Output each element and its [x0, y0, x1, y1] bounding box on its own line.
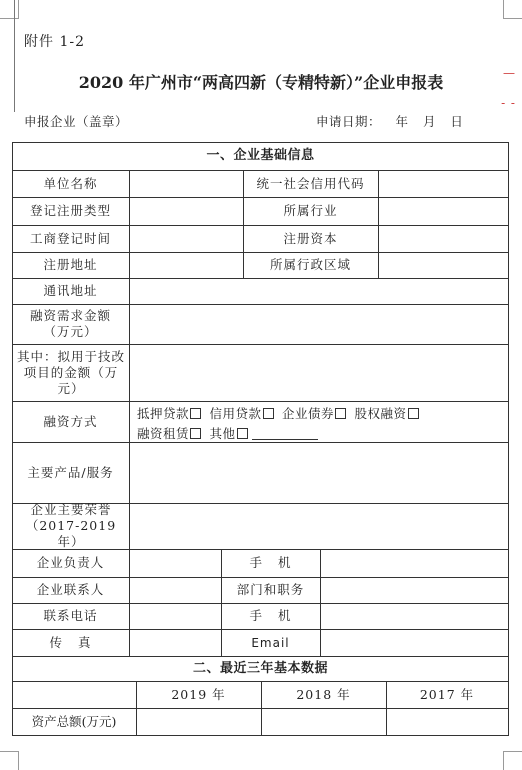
input-admin-region[interactable]	[378, 252, 508, 278]
label-tech-project-amount: 其中：拟用于技改项目的金额（万元）	[17, 348, 126, 396]
input-dept-position[interactable]	[320, 577, 508, 603]
document-title: 2020 年广州市“两高四新（专精特新）”企业申报表	[78, 73, 444, 92]
label-reg-type: 登记注册类型	[29, 203, 111, 218]
application-date: 申请日期： 年 月 日	[316, 114, 464, 129]
input-other-financing[interactable]	[252, 427, 318, 440]
label-admin-region: 所属行政区域	[269, 257, 351, 272]
label-mobile: 手 机	[249, 555, 292, 570]
input-mobile-2[interactable]	[320, 603, 508, 629]
input-contact[interactable]	[129, 577, 221, 603]
label-financing-need: 融资需求金额（万元）	[29, 308, 111, 339]
label-financing-method: 融资方式	[43, 413, 98, 429]
financing-options-row-2	[137, 424, 318, 442]
margin-marker: - -	[501, 96, 516, 110]
label-mail-address: 通讯地址	[43, 283, 98, 298]
label-credit-code: 统一社会信用代码	[256, 175, 365, 191]
input-tech-project-amount[interactable]	[129, 344, 508, 401]
label-reg-capital: 注册资本	[283, 230, 338, 246]
year-header-2019: 2019 年	[171, 686, 226, 702]
attachment-label: 附件 1-2	[24, 34, 85, 50]
input-biz-reg-time[interactable]	[129, 225, 243, 252]
label-phone: 联系电话	[43, 608, 98, 623]
input-honors[interactable]	[129, 503, 508, 549]
option-corporate-bond[interactable]: 企业债券	[282, 406, 350, 421]
year-header-2017: 2017 年	[419, 686, 475, 702]
label-biz-reg-time: 工商登记时间	[29, 230, 111, 246]
input-industry[interactable]	[378, 197, 508, 225]
input-unit-name[interactable]	[129, 170, 243, 197]
label-reg-address: 注册地址	[43, 257, 98, 272]
checkbox-icon[interactable]	[408, 408, 419, 419]
option-equity-financing[interactable]: 股权融资	[355, 406, 423, 421]
label-contact: 企业联系人	[36, 582, 105, 597]
year-header-2018: 2018 年	[296, 686, 351, 702]
input-reg-type[interactable]	[129, 197, 243, 225]
input-financing-need[interactable]	[129, 304, 508, 344]
label-main-products: 主要产品/服务	[27, 464, 114, 480]
label-dept-position: 部门和职务	[236, 582, 305, 597]
input-total-assets-2018[interactable]	[261, 708, 386, 735]
label-unit-name: 单位名称	[43, 175, 98, 191]
input-main-products[interactable]	[129, 442, 508, 503]
input-phone[interactable]	[129, 603, 221, 629]
label-honors: 企业主要荣誉（2017-2019 年）	[25, 502, 117, 549]
option-mortgage-loan[interactable]: 抵押贷款	[137, 406, 205, 421]
year-header-blank	[12, 681, 136, 708]
label-mobile-2: 手 机	[249, 608, 292, 623]
input-fax[interactable]	[129, 629, 221, 656]
checkbox-icon[interactable]	[335, 408, 346, 419]
label-email: Email	[251, 635, 290, 650]
financing-options-row-1	[137, 404, 423, 422]
checkbox-icon[interactable]	[263, 408, 274, 419]
section-title-basic-info: 一、企业基础信息	[206, 148, 315, 163]
option-other[interactable]: 其他	[210, 426, 318, 441]
checkbox-icon[interactable]	[190, 428, 201, 439]
label-fax: 传 真	[49, 634, 92, 650]
margin-marker: —	[503, 66, 516, 80]
section-title-three-year-data: 二、最近三年基本数据	[192, 660, 328, 676]
label-total-assets: 资产总额(万元)	[31, 713, 117, 729]
label-leader: 企业负责人	[36, 555, 105, 570]
input-email[interactable]	[320, 629, 508, 656]
applicant-label: 申报企业（盖章）	[24, 114, 129, 129]
input-credit-code[interactable]	[378, 170, 508, 197]
input-total-assets-2017[interactable]	[386, 708, 508, 735]
option-credit-loan[interactable]: 信用贷款	[210, 406, 278, 421]
option-financial-leasing[interactable]: 融资租赁	[137, 426, 205, 441]
input-mobile[interactable]	[320, 549, 508, 577]
input-reg-address[interactable]	[129, 252, 243, 278]
label-industry: 所属行业	[283, 203, 338, 218]
checkbox-icon[interactable]	[237, 428, 248, 439]
checkbox-icon[interactable]	[190, 408, 201, 419]
input-total-assets-2019[interactable]	[136, 708, 261, 735]
input-reg-capital[interactable]	[378, 225, 508, 252]
input-mail-address[interactable]	[129, 278, 508, 304]
input-leader[interactable]	[129, 549, 221, 577]
